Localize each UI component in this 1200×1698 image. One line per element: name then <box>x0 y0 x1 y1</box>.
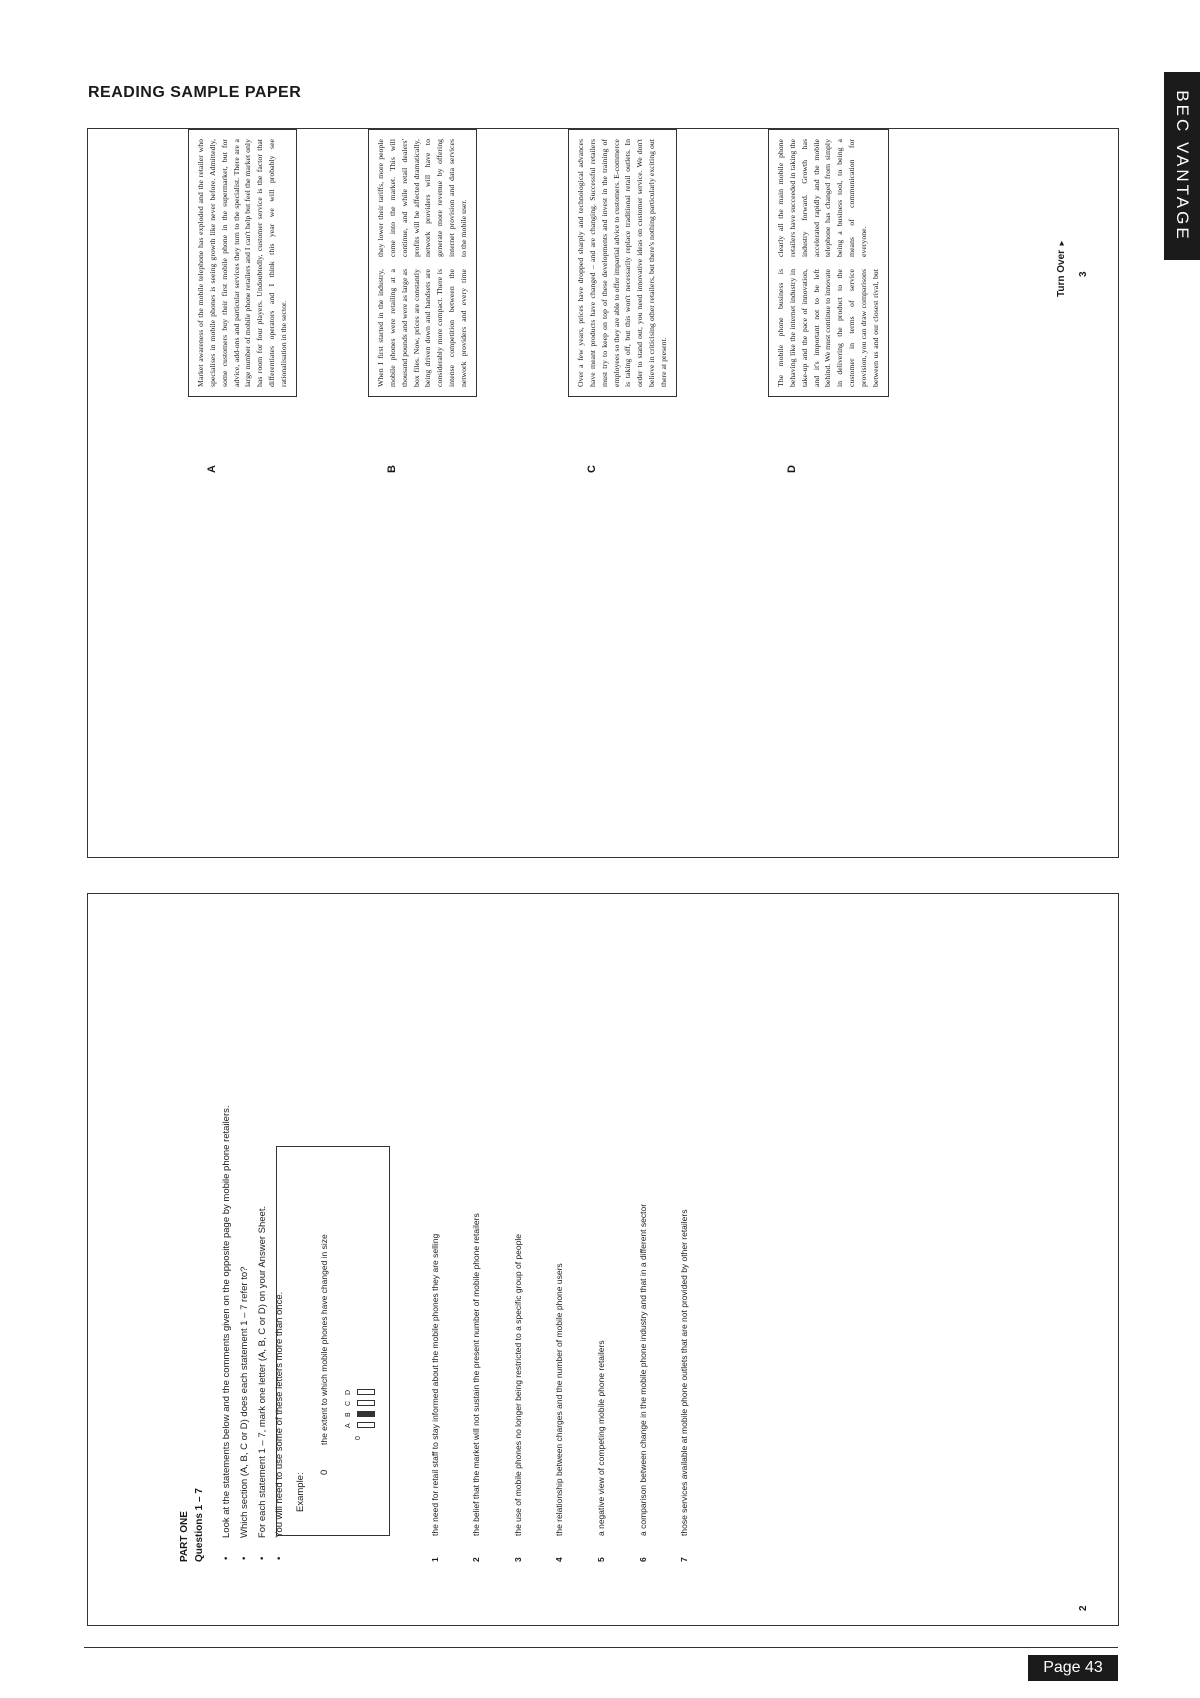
question-number: 1 <box>430 1557 440 1562</box>
example-text: the extent to which mobile phones have changed in size <box>319 1234 329 1445</box>
question-text: those services available at mobile phone outlets that are not provided by other retailers <box>679 1209 689 1536</box>
example-box <box>276 1146 390 1536</box>
question-number: 4 <box>554 1557 564 1562</box>
instruction-text: For each statement 1 – 7, mark one letter (A, B, C or D) on your Answer Sheet. <box>256 1205 268 1538</box>
page-number: 2 <box>1078 1605 1089 1611</box>
statement-text: Over a few years, prices have dropped sharply and technological advances have meant products have changed – and are changing. Successful retailers must try to keep on top of these developments and invest in the training of employees so they are able to offer impartial advice to customers. E-commerce is taking off, but this won't necessarily replace traditional retail outlets. In order to stand out, you need innovative ideas on customer service. We don't believe in criticising other retailers, but there's nothing particularly exciting out there at present. <box>576 139 668 387</box>
questions-page <box>87 893 1119 1626</box>
statement-a <box>188 129 297 473</box>
question-text: the need for retail staff to stay informed about the mobile phones they are selling <box>430 1233 440 1536</box>
answer-cell-a <box>357 1422 375 1428</box>
statement-text-box <box>188 129 297 397</box>
bullet-icon: • <box>221 1556 232 1560</box>
part-subtitle: Questions 1 – 7 <box>193 1488 205 1562</box>
side-tab <box>1164 72 1200 260</box>
page-badge: Page 43 <box>1028 1655 1118 1681</box>
answer-cell-c <box>357 1400 375 1406</box>
statement-text-box <box>768 129 889 397</box>
question-number: 3 <box>513 1557 523 1562</box>
statement-letter: B <box>386 465 398 473</box>
page-number: 3 <box>1078 271 1089 277</box>
footer-rule <box>84 1647 1118 1648</box>
question-number: 5 <box>596 1557 606 1562</box>
grid-letter-d: D <box>345 1389 352 1395</box>
part-title: PART ONE <box>179 1511 190 1562</box>
question-text: the use of mobile phones no longer being restricted to a specific group of people <box>513 1234 523 1536</box>
example-number: 0 <box>319 1469 330 1475</box>
statement-letter: C <box>586 465 598 473</box>
statements-page <box>87 128 1119 858</box>
document-title: READING SAMPLE PAPER <box>88 84 302 101</box>
grid-letter-a: A <box>345 1423 352 1428</box>
question-number: 6 <box>638 1557 648 1562</box>
grid-number: 0 <box>355 1436 362 1440</box>
part-heading <box>178 1488 207 1562</box>
bullet-icon: • <box>256 1556 268 1560</box>
question-text: the relationship between charges and the number of mobile phone users <box>554 1263 564 1536</box>
example-label: Example: <box>295 1472 306 1512</box>
instruction-text: You will need to use some of these letters more than once. <box>274 1291 286 1538</box>
arrow-right-icon: ► <box>1057 239 1066 248</box>
statement-text-box <box>368 129 477 397</box>
answer-cell-b <box>357 1411 375 1417</box>
answer-cell-d <box>357 1389 375 1395</box>
bullet-icon: • <box>274 1556 286 1560</box>
statement-text: The mobile phone business is behaving like the internet industry in take-up and the pace of innovation, and it's important not to be left behind. We must continue to innovate in delivering the product to the customer in terms of service provision, you can draw comparisons between us and our closest rival, but clearly all the main mobile phone retailers have succeeded in taking the industry forward. Growth has accelerated rapidly and the mobile telephone has changed from simply being a business tool, to being a means of communication for everyone. <box>776 139 880 387</box>
statement-letter: D <box>786 465 798 473</box>
turn-over <box>1056 239 1067 297</box>
question-number: 2 <box>471 1557 481 1562</box>
turn-over-label: Turn Over <box>1056 249 1067 297</box>
example-answer-grid <box>345 1389 377 1440</box>
statement-b <box>368 129 477 473</box>
question-text: a comparison between change in the mobile phone industry and that in a different sector <box>638 1203 648 1536</box>
statement-text: When I first started in the industry, mobile phones were retailing at a thousand pounds and were as large as box files. Now, prices are constantly being driven down and handsets are considerably more compact. There is intense competition between the network providers and every time they lower their tariffs, more people come into the market. This will continue, and while retail dealers' profits will be affected dramatically, network providers will have to generate more revenue by offering internet provision and data services to the mobile user. <box>376 139 468 387</box>
question-text: a negative view of competing mobile phone retailers <box>596 1340 606 1536</box>
question-number: 7 <box>679 1557 689 1562</box>
side-tab-label: BEC VANTAGE <box>1173 90 1192 242</box>
instruction-text: Which section (A, B, C or D) does each statement 1 – 7 refer to? <box>238 1266 250 1538</box>
grid-letter-c: C <box>345 1400 352 1406</box>
instruction-text: Look at the statements below and the comments given on the opposite page by mobile phone retailers. <box>221 1105 232 1538</box>
statement-letter: A <box>206 465 218 473</box>
bullet-icon: • <box>238 1556 250 1560</box>
instruction-item <box>238 1022 252 1562</box>
statement-text: Market awareness of the mobile telephone has exploded and the retailer who specialises in mobile phones is seeing growth like never before. Admittedly, some customers buy their first mobile phone in the supermarket, but for advice, add-ons and particular services they turn to the specialist. There are a large number of mobile phone retailers and I can't help but feel the market only has room for four players. Undoubtedly, customer service is the factor that differentiates operators and I think this year we will probably see rationalisation in the sector. <box>196 139 288 387</box>
grid-letter-b: B <box>345 1412 352 1417</box>
statement-d <box>768 129 889 473</box>
statement-text-box <box>568 129 677 397</box>
statement-c <box>568 129 677 473</box>
instruction-item <box>256 1022 270 1562</box>
instruction-item <box>220 1022 234 1562</box>
question-text: the belief that the market will not sustain the present number of mobile phone retailers <box>471 1213 481 1536</box>
